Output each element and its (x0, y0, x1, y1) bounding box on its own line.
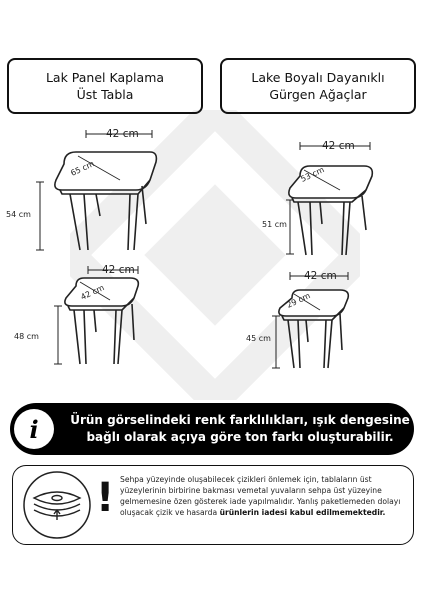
nesting-tables-illustration (0, 120, 424, 390)
t2-diagonal-label: 53 cm (299, 165, 326, 184)
t1-height-label: 54 cm (6, 210, 31, 219)
feature-right-line1: Lake Boyalı Dayanıklı (251, 70, 385, 85)
notice-line1: Ürün görselindeki renk farklılıkları, ışık dengesine (70, 413, 410, 427)
table-1-drawing (55, 152, 157, 250)
warning-text: Sehpa yüzeyinde oluşabilecek çizikleri önlemek için, tablaların üst yüzeylerinin birbirine bakması vemetal yuvaların sehpa üst yüzeyine gelmemesine özen gösterek iade yapılmalıdır. Yanlış paketlemeden dolayı oluşacak çizik ve hasarda (120, 475, 401, 517)
color-notice-bar (10, 403, 414, 455)
t4-height-label: 45 cm (246, 334, 271, 343)
notice-line2: bağlı olarak açıya göre ton farkı oluşturabilir. (86, 430, 394, 444)
info-icon: i (14, 409, 54, 449)
t2-width-label: 42 cm (322, 140, 355, 152)
warning-bold-text: ürünlerin iadesi kabul edilmemektedir. (219, 508, 386, 517)
t3-height-line (54, 306, 62, 364)
t4-diagonal-label: 29 cm (285, 291, 312, 310)
t3-height-label: 48 cm (14, 332, 39, 341)
t2-height-line (286, 200, 294, 254)
t3-diagonal-label: 42 cm (79, 283, 106, 302)
t3-width-label: 42 cm (102, 264, 135, 276)
t2-height-label: 51 cm (262, 220, 287, 229)
feature-left-line2: Üst Tabla (76, 87, 134, 102)
t4-height-line (272, 316, 280, 368)
return-warning-text (120, 474, 410, 518)
feature-box-top-panel (7, 58, 203, 114)
feature-right-line2: Gürgen Ağaçlar (269, 87, 367, 102)
t1-height-line (36, 182, 44, 250)
stacked-tabletops-icon (22, 470, 92, 540)
t1-width-label: 42 cm (106, 128, 139, 140)
exclamation-icon: ! (96, 475, 115, 521)
t1-diagonal-label: 65 cm (69, 159, 96, 178)
t4-width-label: 42 cm (304, 270, 337, 282)
feature-box-legs (220, 58, 416, 114)
feature-left-line1: Lak Panel Kaplama (45, 70, 165, 85)
